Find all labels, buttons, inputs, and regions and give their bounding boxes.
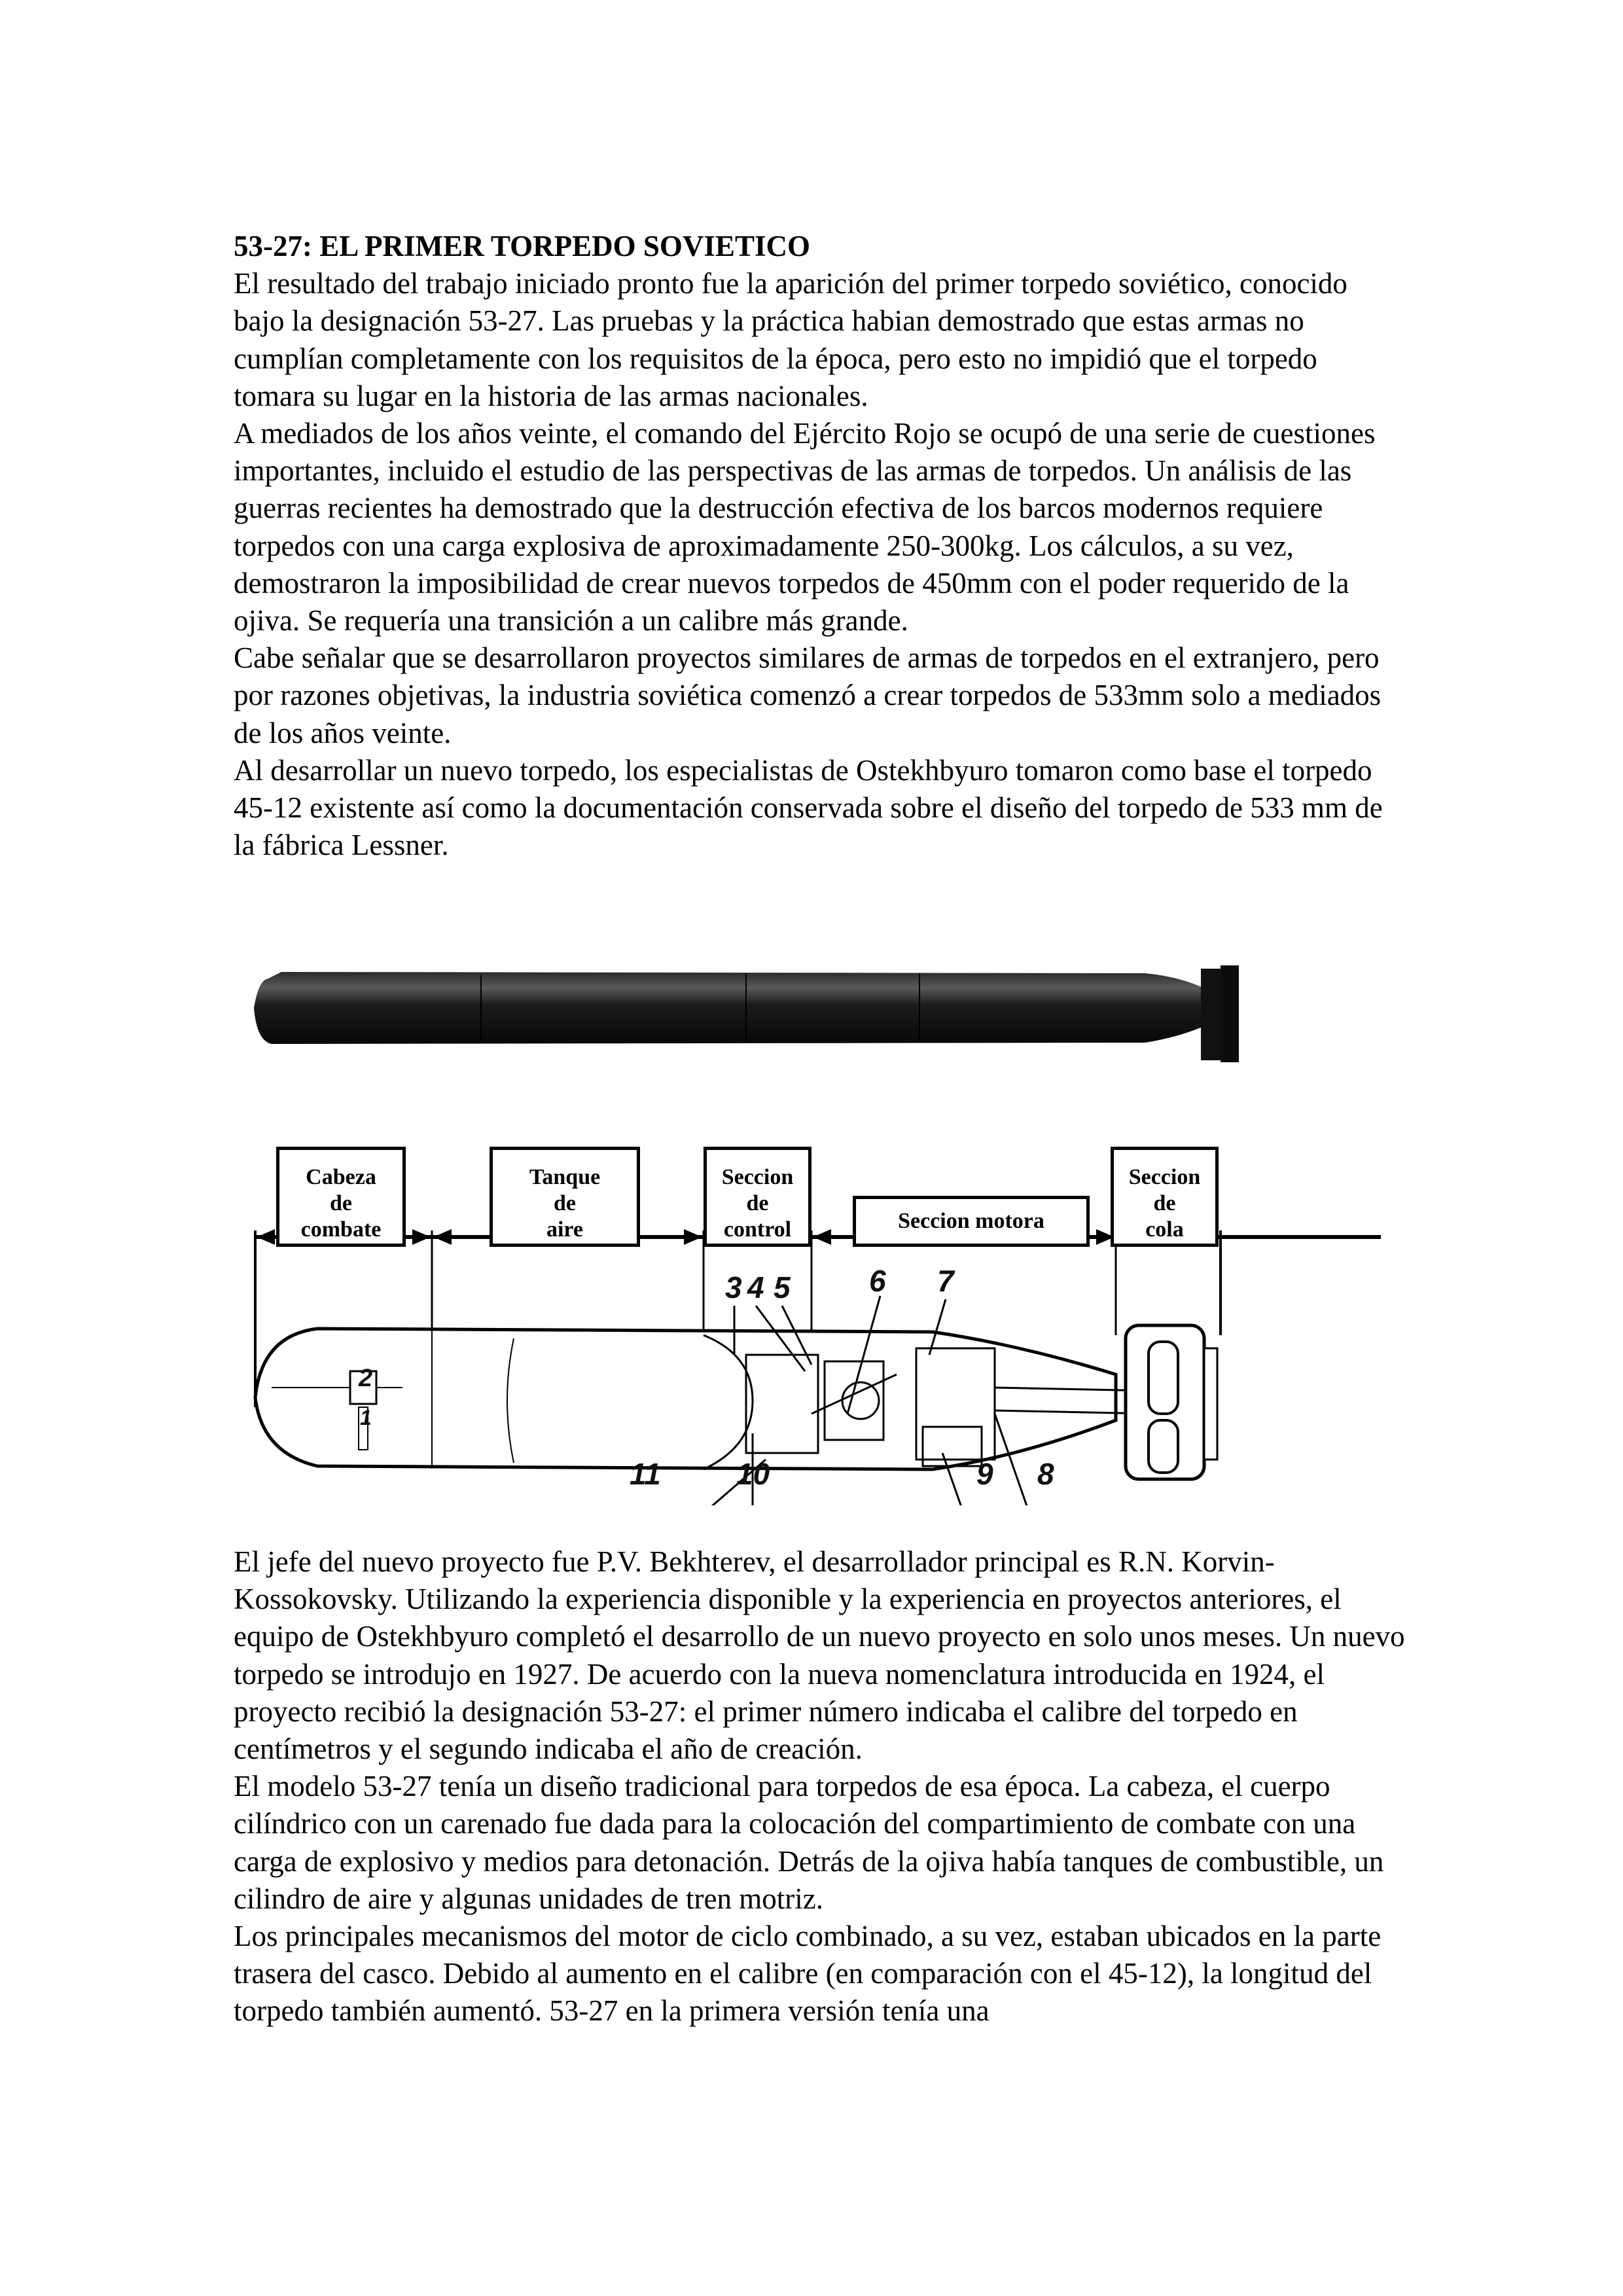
paragraph: Al desarrollar un nuevo torpedo, los especialistas de Ostekhbyuro tomaron como base el torpedo 45-12 existente así como la documentación conservada sobre el diseño del torpedo de 533 mm de la fábrica Lessner. xyxy=(234,753,1383,862)
paragraph: Cabe señalar que se desarrollaron proyectos similares de armas de torpedos en el extranjero, pero por razones objetivas, la industria soviética comenzó a crear torpedos de 533mm solo a mediados de los años veinte. xyxy=(234,641,1382,749)
callout-9: 9 xyxy=(976,1457,993,1491)
paragraph: Los principales mecanismos del motor de ciclo combinado, a su vez, estaban ubicados en la parte trasera del casco. Debido al aumento en el calibre (en comparación con el 45-12), la longitud del torpedo también aumentó. 53-27 en la primera versión tenía una xyxy=(234,1920,1382,2028)
torpedo-photo xyxy=(242,952,1374,1064)
label-line: Seccion xyxy=(721,1165,794,1189)
callout-5: 5 xyxy=(774,1270,791,1304)
label-line: Seccion xyxy=(1128,1165,1201,1189)
callout-4: 4 xyxy=(747,1270,764,1304)
label-line: Seccion motora xyxy=(898,1209,1044,1233)
callout-7: 7 xyxy=(937,1264,954,1298)
paragraph: El resultado del trabajo iniciado pronto fue la aparición del primer torpedo soviético, conocido bajo la designación 53-27. Las pruebas y la práctica habian demostrado que estas armas no cumplían completamente con los requisitos de la época, pero esto no impidió que el torpedo tomara su lugar en la historia de las armas nacionales. xyxy=(234,267,1347,412)
label-line: combate xyxy=(300,1217,382,1242)
section-label-engine xyxy=(853,1196,1090,1247)
section-label-air-tank xyxy=(490,1147,640,1247)
callout-6: 6 xyxy=(869,1264,886,1298)
label-line: de xyxy=(746,1191,769,1215)
paragraph: El modelo 53-27 tenía un diseño tradicional para torpedos de esa época. La cabeza, el cuerpo cilíndrico con un carenado fue dada para la colocación del compartimiento de combate con una carga de explosivo y medios para detonación. Detrás de la ojiva había tanques de combustible, un cilindro de aire y algunas unidades de tren motriz. xyxy=(234,1770,1384,1915)
paragraph: A mediados de los años veinte, el comando del Ejército Rojo se ocupó de una serie de cuestiones importantes, incluido el estudio de las perspectivas de las armas de torpedos. Un análisis de las guerras recientes ha demostrado que la destrucción efectiva de los barcos modernos requiere torpedos con una carga explosiva de aproximadamente 250-300kg. Los cálculos, a su vez, demostraron la imposibilidad de crear nuevos torpedos de 450mm con el poder requerido de la ojiva. Se requería una transición a un calibre más grande. xyxy=(234,417,1376,637)
bottom-text-section xyxy=(234,1543,1405,2030)
section-label-control xyxy=(704,1147,812,1247)
top-text-section xyxy=(234,228,1405,864)
callout-10: 10 xyxy=(736,1457,770,1491)
label-line: de xyxy=(554,1191,576,1215)
label-line: aire xyxy=(546,1217,583,1242)
callout-11: 11 xyxy=(630,1457,661,1491)
section-label-tail xyxy=(1111,1147,1219,1247)
label-line: Tanque xyxy=(529,1165,601,1189)
document-title: 53-27: EL PRIMER TORPEDO SOVIETICO xyxy=(234,230,810,262)
label-line: control xyxy=(723,1217,792,1242)
label-line: de xyxy=(330,1191,352,1215)
label-line: cola xyxy=(1145,1217,1184,1242)
paragraph: El jefe del nuevo proyecto fue P.V. Bekhterev, el desarrollador principal es R.N. Korvin-Kossokovsky. Utilizando la experiencia disponible y la experiencia en proyectos anteriores, el equipo de Ostekhbyuro completó el desarrollo de un nuevo proyecto en solo unos meses. Un nuevo torpedo se introdujo en 1927. De acuerdo con la nueva nomenclatura introducida en 1924, el proyecto recibió la designación 53-27: el primer número indicaba el calibre del torpedo en centímetros y el segundo indicaba el año de creación. xyxy=(234,1545,1405,1766)
torpedo-cutaway-diagram xyxy=(236,1139,1414,1505)
torpedo-schematic-icon xyxy=(236,1139,1414,1505)
label-line: Cabeza xyxy=(306,1165,376,1189)
callout-1: 1 xyxy=(360,1406,372,1429)
callout-3: 3 xyxy=(725,1270,742,1304)
section-label-warhead xyxy=(276,1147,406,1247)
callout-2: 2 xyxy=(359,1365,373,1392)
callout-8: 8 xyxy=(1037,1457,1054,1491)
label-line: de xyxy=(1153,1191,1176,1215)
torpedo-photo-icon xyxy=(242,952,1374,1064)
